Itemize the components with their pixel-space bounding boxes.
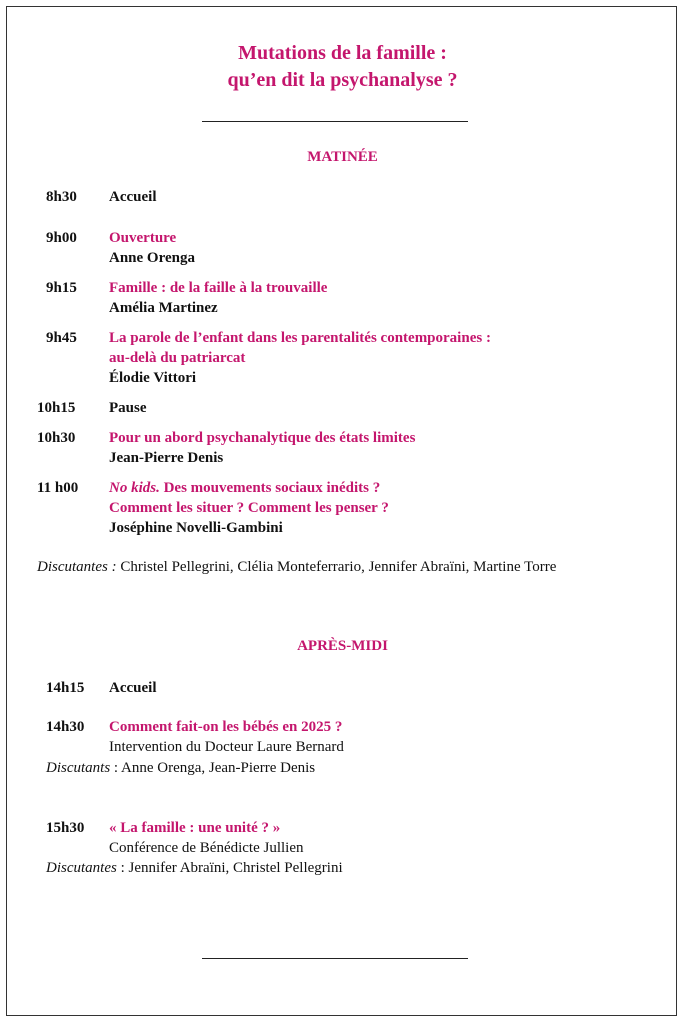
speaker-amelia-martinez: Amélia Martinez [109,300,218,316]
time-14h30: 14h30 [46,719,85,735]
discussants-15h30-names: : Jennifer Abraïni, Christel Pellegrini [116,860,343,876]
top-divider [202,121,468,122]
title-line-2: qu’en dit la psychanalyse ? [227,69,458,91]
time-15h30: 15h30 [46,820,85,836]
section-afternoon-heading: APRÈS-MIDI [297,638,388,654]
section-morning-heading: MATINÉE [307,149,378,165]
time-9h45: 9h45 [46,330,77,346]
item-pause: Pause [109,400,147,416]
time-9h00: 9h00 [46,230,77,246]
talk-title-parole-line-1: La parole de l’enfant dans les parentalités contemporaines : [109,330,491,346]
time-14h15: 14h15 [46,680,85,696]
talk-title-no-kids-line-2: Comment les situer ? Comment les penser ? [109,500,389,516]
talk-title-no-kids-rest: Des mouvements sociaux inédits ? [159,480,381,496]
speaker-josephine-novelli-gambini: Joséphine Novelli-Gambini [109,520,283,536]
time-11h00: 11 h00 [37,480,79,496]
time-10h30: 10h30 [37,430,76,446]
item-accueil-afternoon: Accueil [109,680,157,696]
talk-title-bebes: Comment fait-on les bébés en 2025 ? [109,719,343,735]
speaker-jean-pierre-denis: Jean-Pierre Denis [109,450,224,466]
detail-benedicte-jullien: Conférence de Bénédicte Jullien [109,840,304,856]
discussants-14h30-label: Discutants [46,760,111,776]
time-10h15: 10h15 [37,400,76,416]
speaker-anne-orenga: Anne Orenga [109,250,195,266]
speaker-elodie-vittori: Élodie Vittori [109,370,197,386]
talk-title-parole-line-2: au-delà du patriarcat [109,350,246,366]
talk-title-ouverture: Ouverture [109,230,177,246]
morning-discussants-label: Discutantes : [37,559,117,575]
time-9h15: 9h15 [46,280,77,296]
title-line-1: Mutations de la famille : [238,42,447,64]
talk-title-la-famille: « La famille : une unité ? » [109,820,281,836]
time-8h30: 8h30 [46,189,77,205]
discussants-15h30-label: Discutantes [46,860,117,876]
item-accueil-morning: Accueil [109,189,157,205]
detail-laure-bernard: Intervention du Docteur Laure Bernard [109,739,344,755]
talk-title-famille: Famille : de la faille à la trouvaille [109,280,328,296]
talk-title-no-kids-line-1 [109,478,380,498]
bottom-divider [202,958,468,959]
discussants-15h30 [46,858,343,878]
talk-title-etats-limites: Pour un abord psychanalytique des états limites [109,430,416,446]
discussants-14h30-names: : Anne Orenga, Jean-Pierre Denis [110,760,316,776]
discussants-14h30 [46,758,315,778]
morning-discussants [37,557,556,577]
morning-discussants-names: Christel Pellegrini, Clélia Monteferrario, Jennifer Abraïni, Martine Torre [116,559,557,575]
page-title [0,40,685,94]
talk-title-no-kids-italic: No kids. [109,480,160,496]
